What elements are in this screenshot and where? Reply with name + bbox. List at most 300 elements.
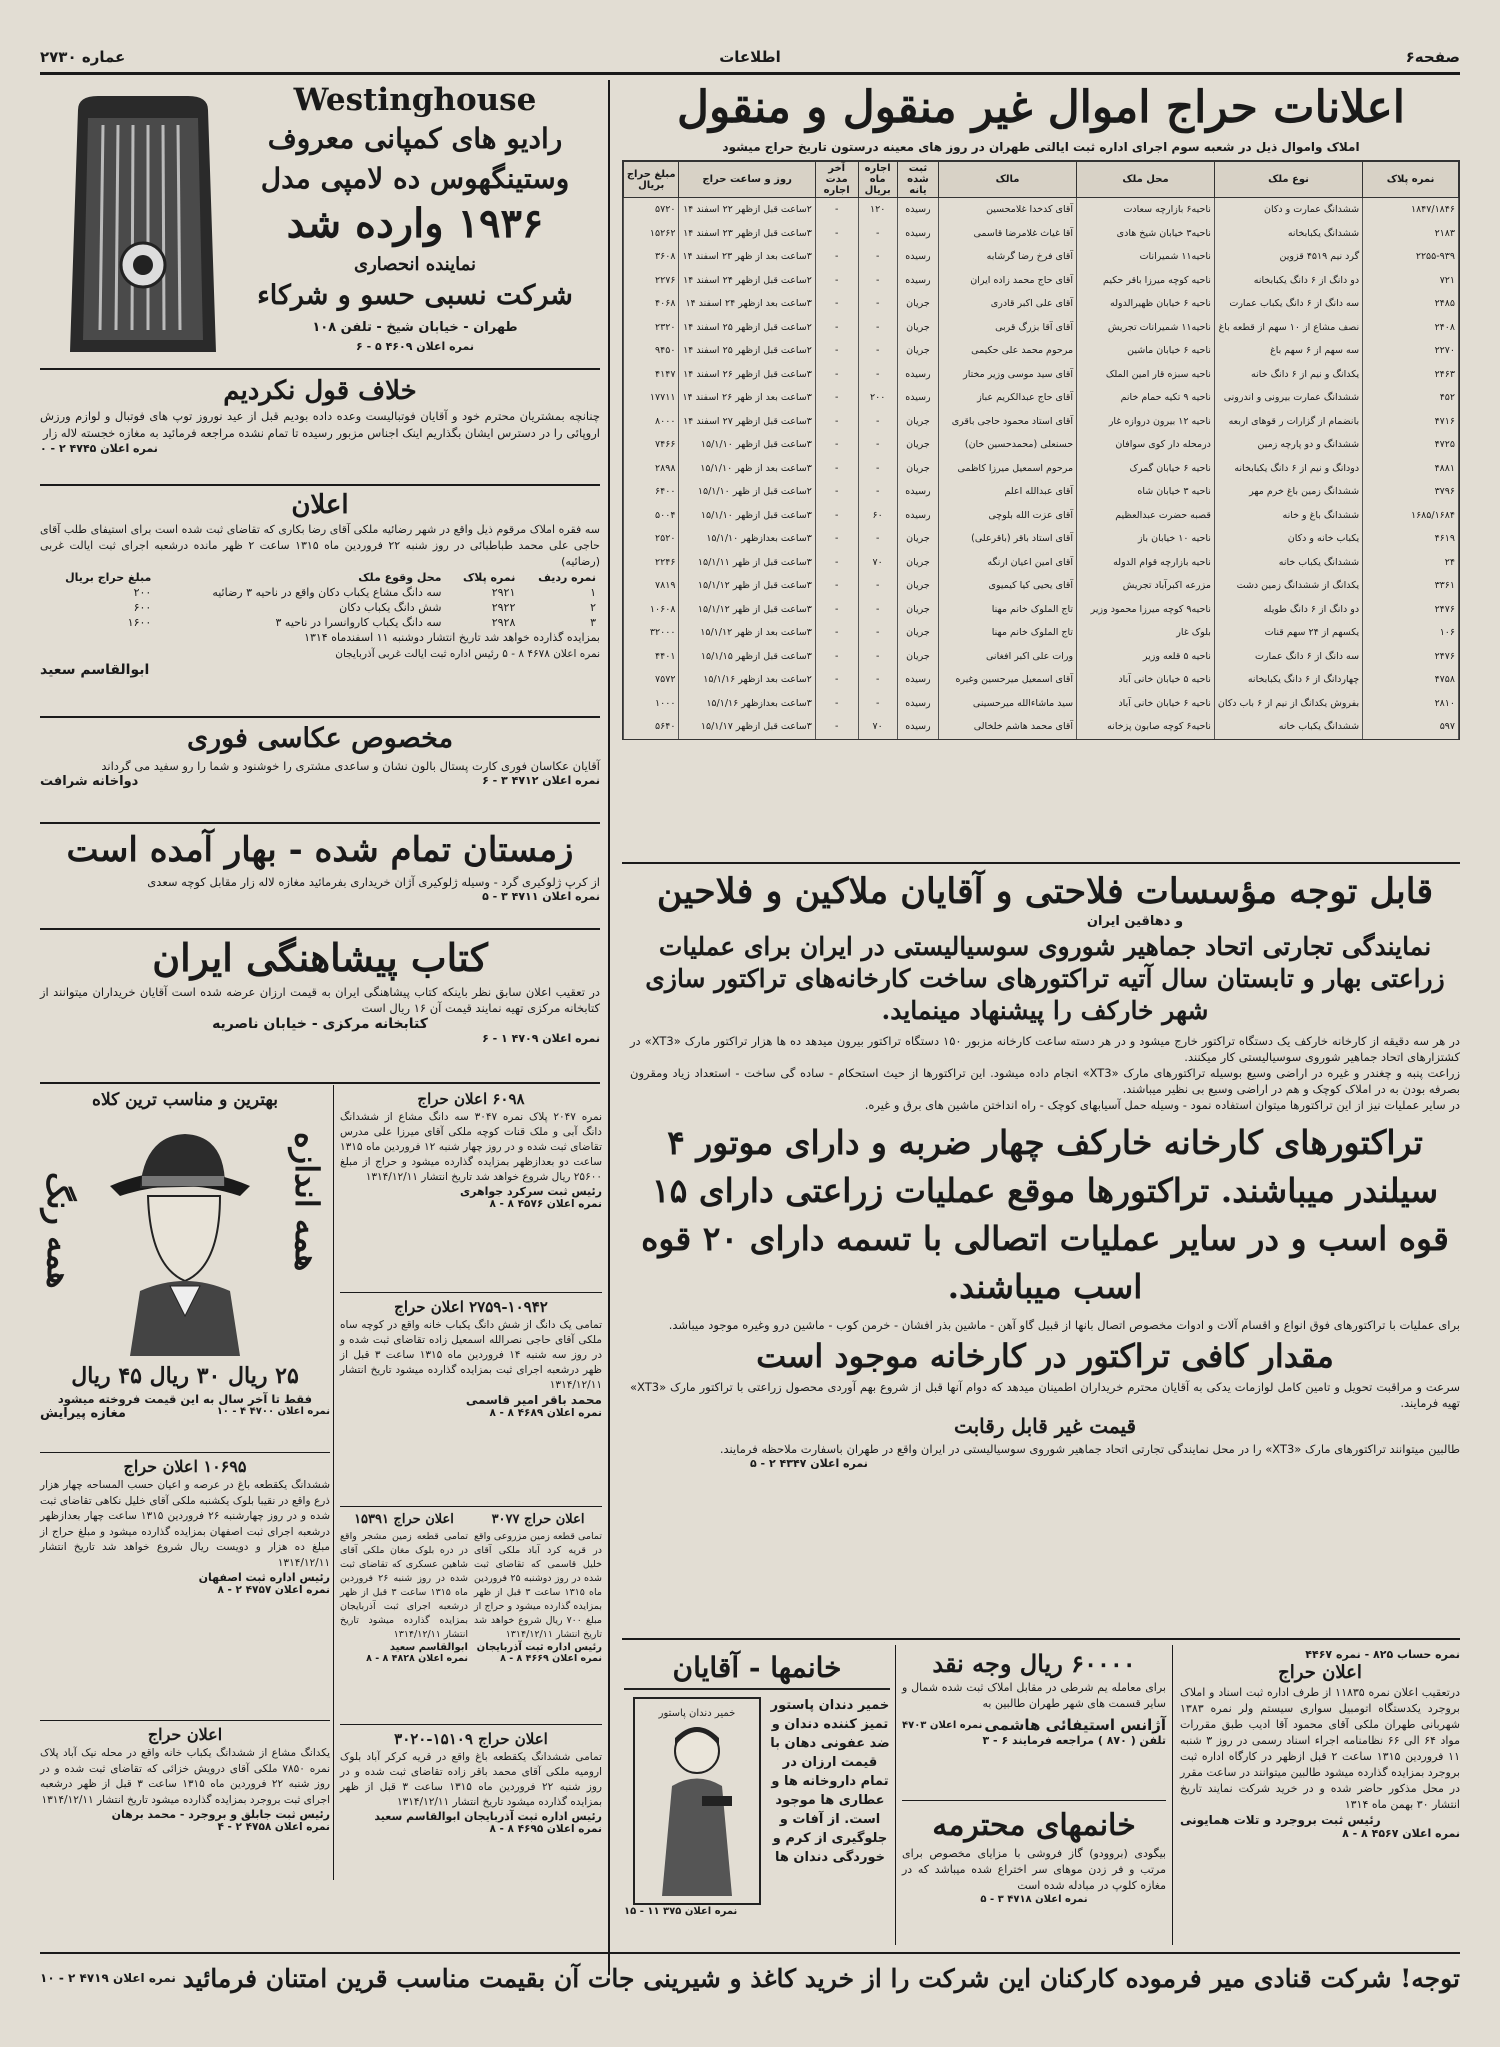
auction-cell: حسنعلی (محمدحسین خان) (939, 433, 1077, 457)
auction-cell: ششدانگ یکبابخانه (1214, 222, 1362, 246)
auction-cell: رسیده (897, 692, 938, 716)
westinghouse-ad (40, 82, 600, 362)
auction-cell: جریان (897, 527, 938, 551)
auction-row (624, 574, 1459, 598)
auction-row (624, 245, 1459, 269)
cell: ۲۹۲۸ (491, 616, 516, 629)
auction-row (624, 410, 1459, 434)
auction-cell: جریان (897, 316, 938, 340)
auction-cell: ششدانگ عمارت بیرونی و اندرونی (1214, 386, 1362, 410)
notice-rezaieh-sign: ابوالقاسم سعید (40, 662, 150, 678)
tractor-paragraph-3: در سایر عملیات نیز از این تراکتورها میتوان استفاده نمود - وسیله حمل آسیابهای کوچک - راه انداختن ماشین های برق و غیره. (864, 1098, 1460, 1112)
auction-cell: - (815, 645, 858, 669)
auction-table (623, 161, 1459, 739)
auction-cell: ۷۲۱ (1363, 269, 1459, 293)
tractor-subtitle: و دهاقین ایران (1086, 914, 1184, 929)
auction-notice-1 (40, 1456, 330, 1718)
auction-cell: - (858, 433, 897, 457)
loan-body: برای معامله یم شرطی در مقابل املاک ثبت شده شمال و سایر قسمت های شهر طهران طالبین به (902, 1681, 1166, 1710)
table-row (40, 600, 600, 615)
cell: ۱ (590, 586, 596, 599)
auction-cell: ۷۰ (858, 551, 897, 575)
auction-row (624, 386, 1459, 410)
auction-cell: ۳ساعت قبل ازظهر ۱۵/۱/۱۰ (679, 504, 815, 528)
toothpaste-woman-illustration (632, 1696, 762, 1906)
rule-l3 (40, 716, 600, 718)
auction-cell: آقای یحیی کیا کیمیوی (939, 574, 1077, 598)
auction-title: اعلانات حراج اموال غیر منقول و منقول (677, 82, 1405, 133)
auction-cell: آقا غیاث غلامرضا قاسمی (939, 222, 1077, 246)
col-lease-end: آخر مدت اجاره (815, 162, 858, 198)
notice-2-ref: نمره اعلان ۴۷۵۸ ۲ - ۴ (217, 1821, 330, 1833)
auction-cell: ۶۰ (858, 504, 897, 528)
auction-row (624, 316, 1459, 340)
auction-row (624, 198, 1459, 222)
auction-cell: جریان (897, 551, 938, 575)
auction-cell: ۷۵۷۲ (624, 668, 679, 692)
auction-cell: ۱۰۶ (1363, 621, 1459, 645)
auction-cell: - (858, 692, 897, 716)
hat-shop: مغازه پیرایش (40, 1406, 126, 1421)
rule-l8 (40, 1720, 330, 1721)
notice-5-ref: نمره اعلان ۴۸۲۸ ۸ - ۸ (366, 1653, 468, 1664)
rule-m3 (340, 1724, 602, 1725)
notice-7-ref: نمره اعلان ۴۶۹۵ ۸ - ۸ (489, 1823, 602, 1835)
rule-l5 (40, 928, 600, 930)
auction-notice-4 (340, 1296, 602, 1502)
auction-cell: - (858, 410, 897, 434)
notice-5-sign: ابوالقاسم سعید (389, 1642, 468, 1653)
auction-cell: آقای عبدالله اعلم (939, 480, 1077, 504)
cell: ۳ (590, 616, 596, 629)
auction-cell: ۲۲۷۶ (624, 269, 679, 293)
auction-cell: ۱۰۶۰۸ (624, 598, 679, 622)
auction-cell: ۲ساعت بعد ازظهر ۱۵/۱/۱۶ (679, 668, 815, 692)
auction-cell: ۳ساعت قبل ازظهر ۲۳ اسفند ۱۴ (679, 222, 815, 246)
auction-cell: - (815, 504, 858, 528)
auction-cell: - (858, 316, 897, 340)
auction-row (624, 621, 1459, 645)
auction-cell: جریان (897, 621, 938, 645)
notice-col-price: مبلغ حراج بریال (65, 571, 152, 584)
cell: شش دانگ یکباب دکان (339, 601, 442, 614)
auction-cell: ۴۴۰۱ (624, 645, 679, 669)
auction-cell: ۲۸۹۸ (624, 457, 679, 481)
tractor-bottom-rule (622, 1638, 1460, 1640)
col-registered: ثبت شده یانه (897, 162, 938, 198)
col-rule-b2 (895, 1645, 896, 1945)
scout-book-title: کتاب پیشاهنگی ایران (152, 935, 488, 980)
auction-row (624, 339, 1459, 363)
scout-book-body: در تعقیب اعلان سابق نظر باینکه کتاب پیشاهنگی ایران به قیمت ارزان عرضه شده است آقایان خریداران میتوانند از کتابخانه مرکزی تهیه نمایند قیمت آن ۱۶ ریال است (40, 985, 600, 1015)
auction-cell: ۲۴۶۳ (1363, 363, 1459, 387)
auction-row (624, 645, 1459, 669)
auction-row (624, 504, 1459, 528)
westinghouse-brand: Westinghouse (293, 82, 537, 118)
auction-cell: ۱۷۷۱۱ (624, 386, 679, 410)
notice-7-body: تمامی ششدانگ یکقطعه باغ واقع در قریه کرکر آباد بلوک ارومیه ملکی آقای محمد باقر زاده تقاضای ثبت شده و در روز شنبه ۲۲ فروردین ماه ۱۳۱۵ ساعت ۳ قبل از ظهر بمزایده گذارده میشود تاریخ انتشار ۱۳۱۴/۱۲/۱۱ (340, 1751, 603, 1808)
auction-cell: - (858, 363, 897, 387)
newspaper-name: اطلاعات (719, 48, 781, 66)
auction-cell: - (858, 621, 897, 645)
auction-cell: آقای عزت الله بلوچی (939, 504, 1077, 528)
auction-cell: ناحیه سبزه قار امین الملک (1077, 363, 1215, 387)
auction-cell: - (858, 339, 897, 363)
col-type: نوع ملک (1214, 162, 1362, 198)
notice-rezaieh-ref: نمره اعلان ۴۶۷۸ ۸ - ۵ رئیس اداره ثبت ایالت غربی آذربایجان (335, 648, 600, 660)
auction-cell: ۵۰۰۴ (624, 504, 679, 528)
scout-book-ad (40, 932, 600, 1082)
footer-banner (40, 1958, 1460, 1998)
footer-ref: نمره اعلان ۴۷۱۹ ۲ - ۱۰ (40, 1971, 176, 1985)
auction-cell: ناحیه ۶ خیابان ظهیرالدوله (1077, 292, 1215, 316)
auction-cell: ۳ساعت بعد از ظهر ۱۵/۱/۱۰ (679, 457, 815, 481)
auction-cell: سه دانگ از ۶ دانگ یکباب عمارت (1214, 292, 1362, 316)
auction-cell: چهاردانگ از ۶ دانگ یکبابخانه (1214, 668, 1362, 692)
auction-cell: ۵۹۷ (1363, 715, 1459, 739)
toothpaste-ref: نمره اعلان ۳۷۵ ۱۱ - ۱۵ (624, 1906, 738, 1917)
cell: ۱۶۰۰ (127, 616, 152, 629)
radio-illustration (58, 90, 228, 360)
auction-cell: ۴۶۱۹ (1363, 527, 1459, 551)
auction-cell: ۳ساعت قبل از ظهر ۱۵/۱/۱۱ (679, 551, 815, 575)
auction-cell: سه دانگ از ۶ دانگ عمارت (1214, 645, 1362, 669)
toothpaste-logo-text: خمیر دندان پاستور (658, 1708, 736, 1719)
auction-cell: - (815, 715, 858, 739)
auction-cell: جریان (897, 645, 938, 669)
auction-notice-3 (340, 1088, 602, 1288)
auction-cell: ششدانگ باغ و خانه (1214, 504, 1362, 528)
auction-cell: یکسهم از ۲۴ سهم قنات (1214, 621, 1362, 645)
auction-cell: ۲۴ (1363, 551, 1459, 575)
hat-man-illustration (90, 1116, 270, 1356)
auction-cell: ۴۸۸۱ (1363, 457, 1459, 481)
auction-cell: ۶۴۰۰ (624, 480, 679, 504)
hat-color-text: همه رنگ (40, 1172, 78, 1289)
auction-cell: آقای استاد باقر (باقرعلی) (939, 527, 1077, 551)
auction-cell: - (815, 433, 858, 457)
auction-cell: ناحیه بازارچه قوام الدوله (1077, 551, 1215, 575)
notice-2-title: اعلان حراج (147, 1725, 223, 1744)
westinghouse-year: ۱۹۳۶ وارده شد (286, 200, 544, 247)
tractor-specs: تراکتورهای کارخانه خارکف چهار ضربه و دارای موتور ۴ سیلندر میباشند. تراکتورها موقع عملیات زراعتی دارای ۱۵ قوه اسب و در سایر عملیات اتصالی با تسمه دارای ۲۰ قوه اسب میباشند. (641, 1123, 1449, 1306)
col-rule-b1 (1172, 1645, 1173, 1945)
football-body: چنانچه بمشتریان محترم خود و آقایان فوتبالیست وعده داده بودیم قبل از عید نوروز توپ های فوتبال و لوازم ورزش اروپائی را در دسترس ایشان بگذاریم اینک اجناس مزبور رسیده تا تمام نشده مراجعه فرمائید به مغازه خجسته لاله زار (40, 409, 600, 440)
auction-cell: ۳ساعت بعد از ظهر ۲۳ اسفند ۱۴ (679, 245, 815, 269)
rule-l1 (40, 368, 600, 370)
auction-bottom-rule (622, 862, 1460, 864)
auction-cell: - (815, 245, 858, 269)
hat-ad (40, 1088, 330, 1448)
loan-agency: آژانس استیفائی هاشمی (984, 1716, 1166, 1734)
table-row (40, 615, 600, 630)
auction-table-wrap (622, 160, 1460, 740)
auction-cell: گرد نیم ۴۵۱۹ قزوین (1214, 245, 1362, 269)
football-ad (40, 374, 600, 484)
tractor-paragraph-6: طالبین میتوانند تراکتورهای مارک «XT3» را در محل نمایندگی تجارتی اتحاد جماهیر شوروی سوسیالیستی در ایران واقع در طهران باسفارت ملاحظه فرمایند. (719, 1442, 1460, 1456)
auction-cell: - (858, 245, 897, 269)
notice-col-location: محل وقوع ملک (358, 571, 442, 584)
tractor-lead: نمایندگی تجارتی اتحاد جماهیر شوروی سوسیالیستی در ایران برای عملیات زراعتی بهار و تابستان سال آتیه تراکتورهای ساخت کارخانه‌های تراکتور سازی شهر خارکف را پیشنهاد مینماید. (645, 932, 1445, 1025)
westinghouse-agent: نماینده انحصاری (354, 254, 476, 275)
notice-4-sign: محمد باقر امیر قاسمی (465, 1393, 602, 1407)
notice-2-body: یکدانگ مشاع از ششدانگ یکباب خانه واقع در محله نیک آباد پلاک نمره ۷۸۵۰ ملکی آقای درویش خزائی که تقاضای ثبت شده و در روز شنبه ۲۲ فروردین ماه ۱۳۱۵ ساعت ۳ قبل از ظهر درشعبه اجرای ثبت بروجرد بمزایده گذارده میشود تاریخ انتشار ۱۳۱۴/۱۲/۱۱ (40, 1747, 331, 1806)
notice-6-sign: رئیس اداره ثبت آذربایجان (476, 1642, 602, 1653)
auction-notice-7 (340, 1728, 602, 1946)
auction-cell: ۴۰۶۸ (624, 292, 679, 316)
notice-3-body: نمره ۲۰۴۷ پلاک نمره ۳۰۴۷ سه دانگ مشاع از ششدانگ دانگ آبی و ملک قنات کوچه ملکی آقای میرزا علی مدرس تقاضای ثبت شده و در روز چهار شنبه ۱۲ فروردین ماه ۱۳۱۵ ساعت دو بعدازظهر بمزایده گذارده میشود و حراج از مبلغ ۲۵۶۰۰ ریال شروع خواهد شد تاریخ انتشار ۱۳۱۴/۱۲/۱۱ (340, 1111, 603, 1183)
auction-row (624, 551, 1459, 575)
tractor-paragraph-4: برای عملیات با تراکتورهای فوق انواع و اقسام آلات و ادوات مخصوص اتصال بانها از قبیل گاو آهن - ماشین بذر افشان - خرمن کوب - ماشین درو وغیره موجود میباشد. (668, 1318, 1460, 1332)
auction-cell: - (815, 410, 858, 434)
auction-cell: رسیده (897, 480, 938, 504)
cell: ۲۰۰ (133, 586, 152, 599)
auction-cell: - (815, 222, 858, 246)
hat-title: بهترین و مناسب ترین کلاه (92, 1090, 278, 1110)
auction-cell: رسیده (897, 245, 938, 269)
auction-notice-2 (40, 1724, 330, 1942)
auction-cell: - (815, 269, 858, 293)
ladies-ad (902, 1806, 1166, 1946)
auction-cell: ناحیه ۵ خیابان خانی آباد (1077, 668, 1215, 692)
cell: سه دانگ یکباب کاروانسرا در ناحیه ۳ (275, 616, 442, 629)
auction-cell: ششدانگ یکباب خانه (1214, 551, 1362, 575)
auction-cell: آقای آقا بزرگ قربی (939, 316, 1077, 340)
auction-cell: ۴۷۵۸ (1363, 668, 1459, 692)
auction-cell: آقای کدخدا غلامحسین (939, 198, 1077, 222)
photo-ref: نمره اعلان ۴۷۱۲ ۳ - ۶ (482, 774, 600, 787)
loan-title: ۶۰۰۰۰ ریال وجه نقد (932, 1649, 1136, 1678)
auction-row (624, 457, 1459, 481)
auction-cell: ۳ساعت بعد ازظهر ۲۴ اسفند ۱۴ (679, 292, 815, 316)
auction-cell: یکدانگ از ششدانگ زمین دشت (1214, 574, 1362, 598)
auction-cell: - (815, 316, 858, 340)
auction-cell: ناحیه ۶ خیابان گمرک (1077, 457, 1215, 481)
tractor-title: قابل توجه مؤسسات فلاحتی و آقایان ملاکین و فلاحین (656, 871, 1434, 912)
auction-cell: - (815, 198, 858, 222)
auction-cell: ۳ساعت قبل ازظهر ۱۵/۱/۱۵ (679, 645, 815, 669)
rule-m2 (340, 1506, 602, 1507)
auction-cell: ۲۱۸۳ (1363, 222, 1459, 246)
auction-cell: رسیده (897, 386, 938, 410)
auction-cell: ناحیه۱۱ شمیرانات تجریش (1077, 316, 1215, 340)
auction-cell: ۲۵۲۰ (624, 527, 679, 551)
auction-cell: ناحیه ۳ خیابان شاه (1077, 480, 1215, 504)
auction-cell: رسیده (897, 363, 938, 387)
auction-row (624, 363, 1459, 387)
auction-cell: آقای حاج محمد زاده ایران (939, 269, 1077, 293)
auction-cell: - (815, 363, 858, 387)
auction-cell: ناحیه۶ کوچه صابون پزخانه (1077, 715, 1215, 739)
auction-cell: دو دانگ از ۶ دانگ یکبابخانه (1214, 269, 1362, 293)
notice-rezaieh-header (40, 570, 600, 585)
auction-cell: جریان (897, 410, 938, 434)
notice-3-sign: رئیس ثبت سرکرد جواهری (460, 1185, 602, 1198)
scout-book-sign: کتابخانه مرکزی - خیابان ناصریه (212, 1016, 428, 1032)
notice-rezaieh-title: اعلان (291, 490, 349, 520)
photo-ad (40, 720, 600, 820)
auction-cell: ۳ساعت قبل ازظهر ۱۵/۱/۱۰ (679, 433, 815, 457)
notice-8-ref: نمره اعلان ۴۵۶۷ ۸ - ۸ (1342, 1827, 1460, 1840)
column-rule-main (608, 80, 610, 1975)
auction-cell: - (858, 645, 897, 669)
auction-row (624, 668, 1459, 692)
table-row (40, 585, 600, 600)
auction-cell: ناحیه۳ خیابان شیخ هادی (1077, 222, 1215, 246)
auction-cell: ۳ساعت قبل ازظهر ۲۷ اسفند ۱۴ (679, 410, 815, 434)
notice-1-body: ششدانگ یکقطعه باغ در عرصه و اعیان حسب المساحه چهار هزار ذرع واقع در نقیبا بلوک یکشنبه ملکی آقای خلیل نکاهی تقاضای ثبت شده و در روز چهارشنبه ۲۶ فروردین ۱۳۱۵ ساعت چهار بعدازظهر درشعبه اجرای ثبت اصفهان بمزایده گذارده میشود و مبلغ حراج از مبلغ ده هزار و دویست ریال شروع خواهد شد تاریخ انتشار ۱۳۱۴/۱۲/۱۱ (40, 1479, 330, 1569)
auction-cell: ۲۴۰۸ (1363, 316, 1459, 340)
auction-cell: - (815, 386, 858, 410)
auction-cell: ۲۲۷۰ (1363, 339, 1459, 363)
auction-cell: ۳۳۶۱ (1363, 574, 1459, 598)
auction-section (622, 80, 1460, 872)
loan-phone: تلفن ( ۸۷۰ ) مراجعه فرمایند ۶ - ۳ (982, 1734, 1166, 1747)
auction-cell: ۷۴۶۶ (624, 433, 679, 457)
notice-rezaieh-table (40, 570, 600, 630)
rule-m1 (340, 1292, 602, 1293)
col-location: محل ملک (1077, 162, 1215, 198)
auction-cell: ۲۴۷۶ (1363, 645, 1459, 669)
auction-cell: - (815, 668, 858, 692)
notice-1-ref: نمره اعلان ۴۷۵۷ ۲ - ۸ (217, 1584, 330, 1596)
notice-7-sign: رئیس اداره ثبت آذربایجان ابوالقاسم سعید (374, 1810, 602, 1823)
toothpaste-body: خمیر دندان پاستور تمیز کننده دندان و ضد عفونی دهان با قیمت ارزان در تمام داروخانه ها و عطاری ها موجود است. از آفات و جلوگیری از کرم و خوردگی دندان ها (770, 1698, 890, 1865)
auction-cell: ۳ساعت بعد از ظهر ۲۶ اسفند ۱۴ (679, 386, 815, 410)
auction-cell: ۲ساعت قبل ازظهر ۲۵ اسفند ۱۴ (679, 339, 815, 363)
auction-cell: آقای اسمعیل میرحسین وغیره (939, 668, 1077, 692)
auction-cell: - (815, 457, 858, 481)
hat-note: فقط تا آخر سال به این قیمت فروخته میشود (57, 1392, 313, 1406)
notice-col-row: نمره ردیف (538, 571, 596, 584)
auction-cell: ۷۰ (858, 715, 897, 739)
auction-cell: تاج الملوک خانم مهنا (939, 621, 1077, 645)
auction-cell: - (858, 457, 897, 481)
auction-cell: - (815, 527, 858, 551)
auction-cell: - (815, 551, 858, 575)
notice-3-title: ۶۰۹۸ اعلان حراج (417, 1090, 525, 1108)
cell: ۲۹۲۲ (491, 601, 516, 614)
auction-row (624, 433, 1459, 457)
westinghouse-address: طهران - خیابان شیخ - تلفن ۱۰۸ (312, 320, 518, 335)
auction-cell: ششدانگ یکباب خانه (1214, 715, 1362, 739)
auction-cell: ۳ساعت قبل از ظهر ۱۵/۱/۱۲ (679, 598, 815, 622)
auction-cell: ۳ساعت بعدازظهر ۱۵/۱/۱۶ (679, 692, 815, 716)
cell: ۲ (590, 601, 596, 614)
hat-ref: نمره اعلان ۴۷۰۰ ۴ - ۱۰ (216, 1406, 330, 1417)
auction-cell: نصف مشاع از ۱۰ سهم از قطعه باغ (1214, 316, 1362, 340)
auction-cell: ۷۸۱۹ (624, 574, 679, 598)
col-price: مبلغ حراج بریال (624, 162, 679, 198)
auction-cell: ۲۰۰ (858, 386, 897, 410)
notice-7-title: اعلان حراج ۱۵۱۰۹-۳۰۲۰ (394, 1730, 548, 1748)
toothpaste-ad (624, 1648, 890, 1948)
auction-cell: ۴۵۲ (1363, 386, 1459, 410)
auction-cell: ۴۱۴۷ (624, 363, 679, 387)
winter-ref: نمره اعلان ۴۷۱۱ ۳ - ۵ (482, 890, 600, 903)
auction-cell: ۲ساعت قبل ازظهر ۲۵ اسفند ۱۴ (679, 316, 815, 340)
footer-text: توجه! شرکت قنادی میر فرموده کارکنان این شرکت را از خرید کاغذ و شیرینی جات آن بقیمت مناسب قرین امتنان فرمائید (182, 1963, 1460, 1993)
notice-rezaieh-intro: سه فقره املاک مرقوم ذیل واقع در شهر رضائیه ملکی آقای رضا بکاری که تقاضای ثبت شده است برای استیفای طلب آقای حاجی علی محمد طباطبائی در روز شنبه ۲۲ فروردین ماه ۱۳۱۵ ساعت ۲ ظهر مانده درشعبه اجرای ثبت ایالت غربی (رضائیه) (40, 523, 600, 568)
auction-cell: ۲۴۸۵ (1363, 292, 1459, 316)
notice-1-sign: رئیس اداره ثبت اصفهان (198, 1571, 330, 1584)
rule-l4 (40, 822, 600, 824)
photo-body: آقایان عکاسان فوری کارت پستال بالون نشان و ساعدی مشتری را خوشنود و شما را رو سفید می گرداند (101, 759, 600, 773)
auction-cell: جریان (897, 574, 938, 598)
masthead-rule (40, 72, 1460, 75)
auction-cell: رسیده (897, 715, 938, 739)
auction-cell: ناحیه ۶ خیابان ماشین (1077, 339, 1215, 363)
auction-cell: ششدانگ و دو پارچه زمین (1214, 433, 1362, 457)
auction-cell: ۴۷۲۵ (1363, 433, 1459, 457)
auction-cell: ناحیه۹ کوچه میرزا محمود وزیر (1077, 598, 1215, 622)
hat-size-text: همه اندازه (288, 1132, 326, 1272)
auction-cell: آقای علی اکبر قادری (939, 292, 1077, 316)
auction-cell: ناحیه ۱۲ بیرون دروازه غار (1077, 410, 1215, 434)
rule-l2 (40, 484, 600, 486)
col-plak: نمره پلاک (1363, 162, 1459, 198)
auction-notice-5 (340, 1510, 468, 1720)
westinghouse-ref: نمره اعلان ۴۶۰۹ ۵ - ۶ (356, 340, 474, 353)
auction-cell: رسیده (897, 504, 938, 528)
auction-cell: آقای امین اعیان ارنگه (939, 551, 1077, 575)
notice-5-body: تمامی قطعه زمین مشجر واقع در دره بلوک مغان ملکی آقای شاهین عسکری که تقاضای ثبت شده در روز شنبه ۲۶ فروردین ماه ۱۳۱۵ ساعت ۳ قبل از ظهر درشعبه اجرای ثبت آذربایجان بمزایده گذارده میشود تاریخ انتشار ۱۳۱۴/۱۲/۱۱ (340, 1531, 468, 1640)
auction-cell: ۲۴۷۶ (1363, 598, 1459, 622)
auction-row (624, 269, 1459, 293)
tractor-paragraph-5: سرعت و مراقبت تحویل و تامین کامل لوازمات یدکی به آقایان محترم خریداران اطمینان میدهد که دوام آنها قبل از شروع بهم آوردی محصول زراعتی با تراکتور مارک «XT3» تهیه فرمایند. (630, 1380, 1460, 1410)
auction-cell: دودانگ و نیم از ۶ دانگ یکبابخانه (1214, 457, 1362, 481)
football-ref: نمره اعلان ۴۷۴۵ ۲ - ۰ (40, 442, 158, 455)
auction-cell: جریان (897, 292, 938, 316)
auction-cell: ۱۶۸۵/۱۶۸۴ (1363, 504, 1459, 528)
col-rent: اجاره ماه بریال (858, 162, 897, 198)
auction-cell: - (858, 527, 897, 551)
auction-cell: سه سهم از ۶ سهم باغ (1214, 339, 1362, 363)
auction-row (624, 292, 1459, 316)
auction-cell: آقای استاد محمود حاجی باقری (939, 410, 1077, 434)
scout-book-ref: نمره اعلان ۴۷۰۹ ۱ - ۶ (482, 1032, 600, 1045)
auction-cell: مرحوم محمد علی حکیمی (939, 339, 1077, 363)
notice-8-body: درتعقیب اعلان نمره ۱۱۸۳۵ از طرف اداره ثبت اسناد و املاک بروجرد یکدستگاه اتومبیل سواری سیستم ولر نمره ۱۳۸۳ شهربانی طهران ملکی آقای محمود آقا ادیب طبق مقررات مواد ۶۴ الی ۶۶ نظامنامه اجراء اسناد رسمی در روز ۳ شنبه ۱۱ فروردین ۱۳۱۵ ساعت ۲ قبل ازظهر در کارگاه اداره ثبت بروجرد بمزایده گذارده میشود طالبین میتوانند در ساعت مقرر در محل مذکور حاضر شده و در خرید شرکت نمایند تاریخ انتشار ۳۰ بهمن ماه ۱۳۱۴ (1180, 1686, 1461, 1811)
auction-cell: ۳۷۹۶ (1363, 480, 1459, 504)
auction-cell: ۲ساعت قبل ازظهر ۲۲ اسفند ۱۴ (679, 198, 815, 222)
auction-cell: قصبه حضرت عبدالعظیم (1077, 504, 1215, 528)
notice-rezaieh (40, 488, 600, 714)
auction-cell: آقای حاج عبدالکریم عباز (939, 386, 1077, 410)
auction-cell: ناحیه ۵ قلعه وزیر (1077, 645, 1215, 669)
notice-1-title: ۱۰۶۹۵ اعلان حراج (123, 1457, 247, 1476)
col-auction-time: روز و ساعت حراج (679, 162, 815, 198)
winter-title: زمستان تمام شده - بهار آمده است (66, 830, 574, 870)
notice-4-ref: نمره اعلان ۴۶۸۹ ۸ - ۸ (489, 1407, 602, 1419)
auction-cell: ناحیه۶ بازارچه سعادت (1077, 198, 1215, 222)
auction-cell: - (858, 598, 897, 622)
auction-cell: ششدانگ عمارت و دکان (1214, 198, 1362, 222)
auction-cell: - (858, 269, 897, 293)
footer-rule (40, 1952, 1460, 1954)
auction-cell: - (815, 480, 858, 504)
auction-cell: ششدانگ زمین باغ خرم مهر (1214, 480, 1362, 504)
masthead (40, 48, 1460, 70)
auction-cell: - (858, 574, 897, 598)
football-title: خلاف قول نکردیم (223, 376, 417, 406)
auction-cell: آقای سید موسی وزیر مختار (939, 363, 1077, 387)
auction-cell: مزرعه اکبرآباد تجریش (1077, 574, 1215, 598)
ladies-body: بیگودی (بروودو) گاز فروشی با مزایای مخصوص برای مرتب و فر زدن موهای سر اختراع شده میباشد که در مغازه کلوپ در مبادله شده است (902, 1847, 1166, 1892)
cell: ۶۰۰ (133, 601, 152, 614)
auction-notice-6 (474, 1510, 602, 1720)
notice-4-title: ۲۷۵۹-۱۰۹۴۲ اعلان حراج (394, 1298, 548, 1316)
